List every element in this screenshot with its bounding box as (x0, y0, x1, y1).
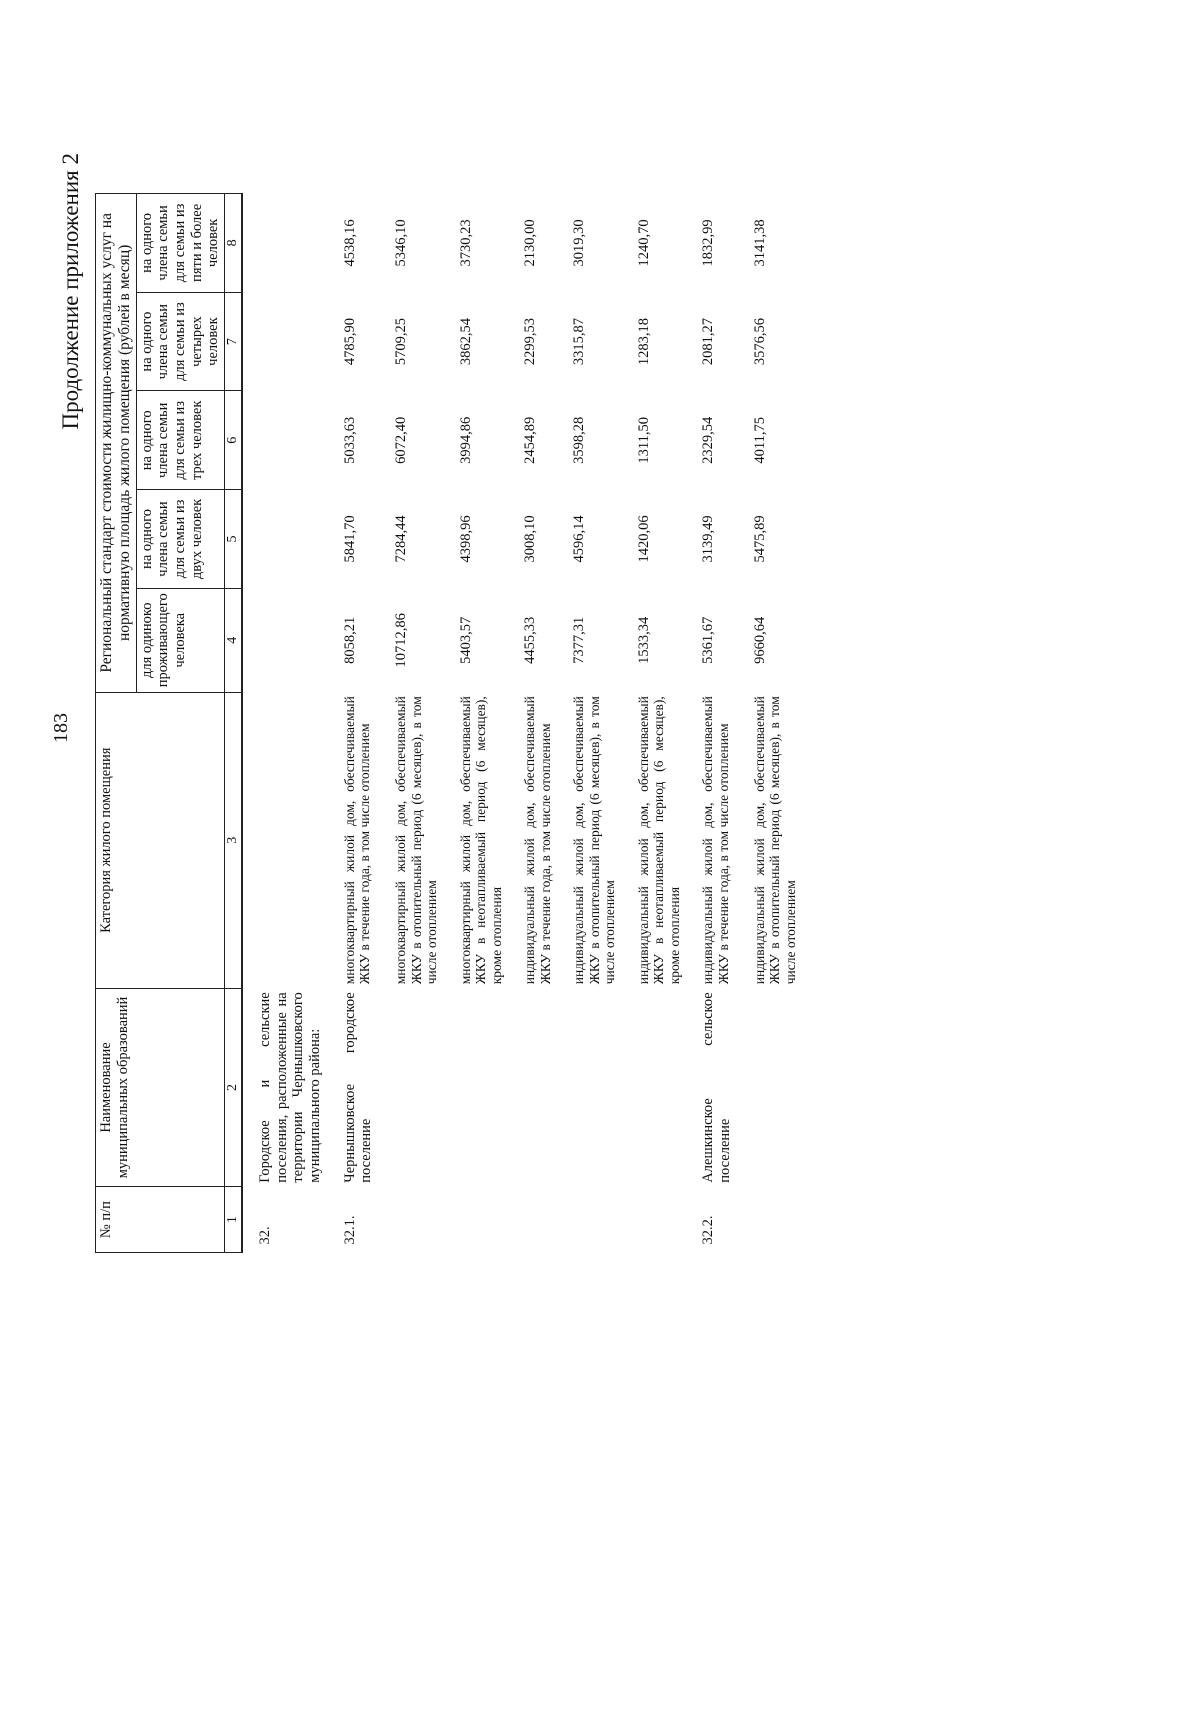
table-row (458, 194, 523, 1253)
row-value-col-7: 2299,53 (522, 318, 539, 366)
column-number-row (224, 194, 242, 1253)
header-fam2: на одного члена семьи для семьи из двух человек (136, 490, 224, 589)
row-value-col-5: 5475,89 (751, 515, 768, 563)
row-value-col-7: 4785,90 (341, 318, 358, 366)
row-category: многоквартирный жилой дом, обеспечиваемый ЖКУ в неотапливаемый период (6 месяцев), кроме отопления (457, 696, 504, 985)
row-value-col-6: 6072,40 (393, 416, 410, 464)
row-num: 32.2. (700, 1215, 717, 1245)
document-sheet (40, 83, 1160, 1313)
row-num (458, 1187, 523, 1253)
row-municipality-name: Алешкинское сельское поселение (700, 992, 733, 1183)
row-value-col-7: 3862,54 (457, 318, 474, 366)
column-number: 3 (224, 692, 242, 988)
row-category: многоквартирный жилой дом, обеспечиваемый ЖКУ в отопительный период (6 месяцев), в том числе отоплением (393, 696, 440, 985)
row-value-col-8: 5346,10 (393, 219, 410, 267)
header-name: Наименование муниципальных образований (96, 988, 225, 1186)
row-value-col-6: 3598,28 (571, 416, 588, 464)
column-number: 1 (224, 1187, 242, 1253)
housing-cost-standard-table (95, 193, 816, 1253)
row-municipality-name: Чернышковское городское поселение (341, 992, 375, 1183)
page-number: 183 (50, 713, 72, 743)
row-value-col-4: 7377,31 (571, 616, 588, 664)
row-municipality-name (752, 988, 817, 1186)
row-value-col-7: 3315,87 (571, 318, 588, 366)
table-row (342, 194, 393, 1253)
table-row (752, 194, 817, 1253)
section-num: 32. (257, 1226, 274, 1245)
row-value-col-7: 2081,27 (700, 318, 717, 366)
row-num: 32.1. (341, 1215, 358, 1245)
row-num (752, 1187, 817, 1253)
row-value-col-5: 7284,44 (393, 515, 410, 563)
table-row (636, 194, 701, 1253)
row-municipality-name (636, 988, 701, 1186)
row-value-col-6: 4011,75 (751, 417, 768, 464)
row-value-col-8: 3141,38 (751, 219, 768, 267)
row-municipality-name (458, 988, 523, 1186)
row-value-col-8: 3730,23 (457, 219, 474, 267)
row-value-col-5: 3008,10 (522, 515, 539, 563)
section-row (257, 194, 342, 1253)
row-category: индивидуальный жилой дом, обеспечиваемый ЖКУ в неотапливаемый период (6 месяцев), кроме отопления (635, 696, 682, 985)
table-body (242, 194, 816, 1253)
table-row (522, 194, 571, 1253)
row-category: индивидуальный жилой дом, обеспечиваемый ЖКУ в отопительный период (6 месяцев), в том числе отоплением (751, 696, 798, 985)
row-category: индивидуальный жилой дом, обеспечиваемый ЖКУ в отопительный период (6 месяцев), в том числе отоплением (571, 696, 618, 985)
row-value-col-4: 1533,34 (635, 616, 652, 664)
row-value-col-5: 3139,49 (700, 515, 717, 563)
header-standard: Региональный стандарт стоимости жилищно-коммунальных услуг на нормативную площадь жилого помещения (рублей в месяц) (96, 194, 137, 693)
header-fam3: на одного члена семьи для семьи из трех человек (136, 391, 224, 490)
row-category: многоквартирный жилой дом, обеспечиваемый ЖКУ в течение года, в том числе отоплением (341, 696, 373, 985)
column-number: 5 (224, 490, 242, 589)
row-value-col-6: 2329,54 (700, 416, 717, 464)
row-value-col-6: 1311,50 (635, 417, 652, 464)
column-number: 7 (224, 292, 242, 391)
row-value-col-4: 5403,57 (457, 616, 474, 664)
row-num (393, 1187, 458, 1253)
column-number: 6 (224, 391, 242, 490)
row-value-col-6: 5033,63 (341, 416, 358, 464)
section-name: Городское и сельские поселения, расположенные на территории Чернышковского муниципального района: (257, 992, 324, 1183)
row-num (571, 1187, 636, 1253)
column-number: 8 (224, 194, 242, 293)
row-category: индивидуальный жилой дом, обеспечиваемый ЖКУ в течение года, в том числе отоплением (700, 696, 731, 985)
row-value-col-7: 3576,56 (751, 318, 768, 366)
row-municipality-name (571, 988, 636, 1186)
row-value-col-5: 4596,14 (571, 515, 588, 563)
row-value-col-8: 3019,30 (571, 219, 588, 267)
row-value-col-4: 9660,64 (751, 616, 768, 664)
header-fam5: на одного члена семьи для семьи из пяти и более человек (136, 194, 224, 293)
header-single: для одиноко проживающего человека (136, 588, 224, 692)
appendix-title: Продолжение приложения 2 (58, 153, 83, 430)
row-value-col-8: 4538,16 (341, 219, 358, 267)
row-category: индивидуальный жилой дом, обеспечиваемый ЖКУ в течение года, в том числе отоплением (522, 696, 553, 985)
table-row (393, 194, 458, 1253)
row-value-col-7: 1283,18 (635, 318, 652, 366)
table-row (700, 194, 751, 1253)
row-value-col-4: 10712,86 (393, 613, 410, 668)
table-row (571, 194, 636, 1253)
row-num (522, 1187, 571, 1253)
row-municipality-name (393, 988, 458, 1186)
header-category: Категория жилого помещения (96, 692, 225, 988)
row-value-col-8: 2130,00 (522, 219, 539, 267)
row-value-col-5: 5841,70 (341, 515, 358, 563)
row-value-col-7: 5709,25 (393, 318, 410, 366)
row-value-col-4: 4455,33 (522, 616, 539, 664)
row-value-col-6: 2454,89 (522, 416, 539, 464)
header-num: № п/п (96, 1187, 225, 1253)
row-value-col-8: 1240,70 (635, 219, 652, 267)
row-municipality-name (522, 988, 571, 1186)
row-value-col-8: 1832,99 (700, 219, 717, 267)
column-number: 4 (224, 588, 242, 692)
row-value-col-4: 8058,21 (341, 616, 358, 664)
row-num (636, 1187, 701, 1253)
row-value-col-6: 3994,86 (457, 416, 474, 464)
row-value-col-5: 1420,06 (635, 515, 652, 563)
row-value-col-4: 5361,67 (700, 616, 717, 664)
row-value-col-5: 4398,96 (457, 515, 474, 563)
column-number: 2 (224, 988, 242, 1186)
header-fam4: на одного члена семьи для семьи из четырех человек (136, 292, 224, 391)
